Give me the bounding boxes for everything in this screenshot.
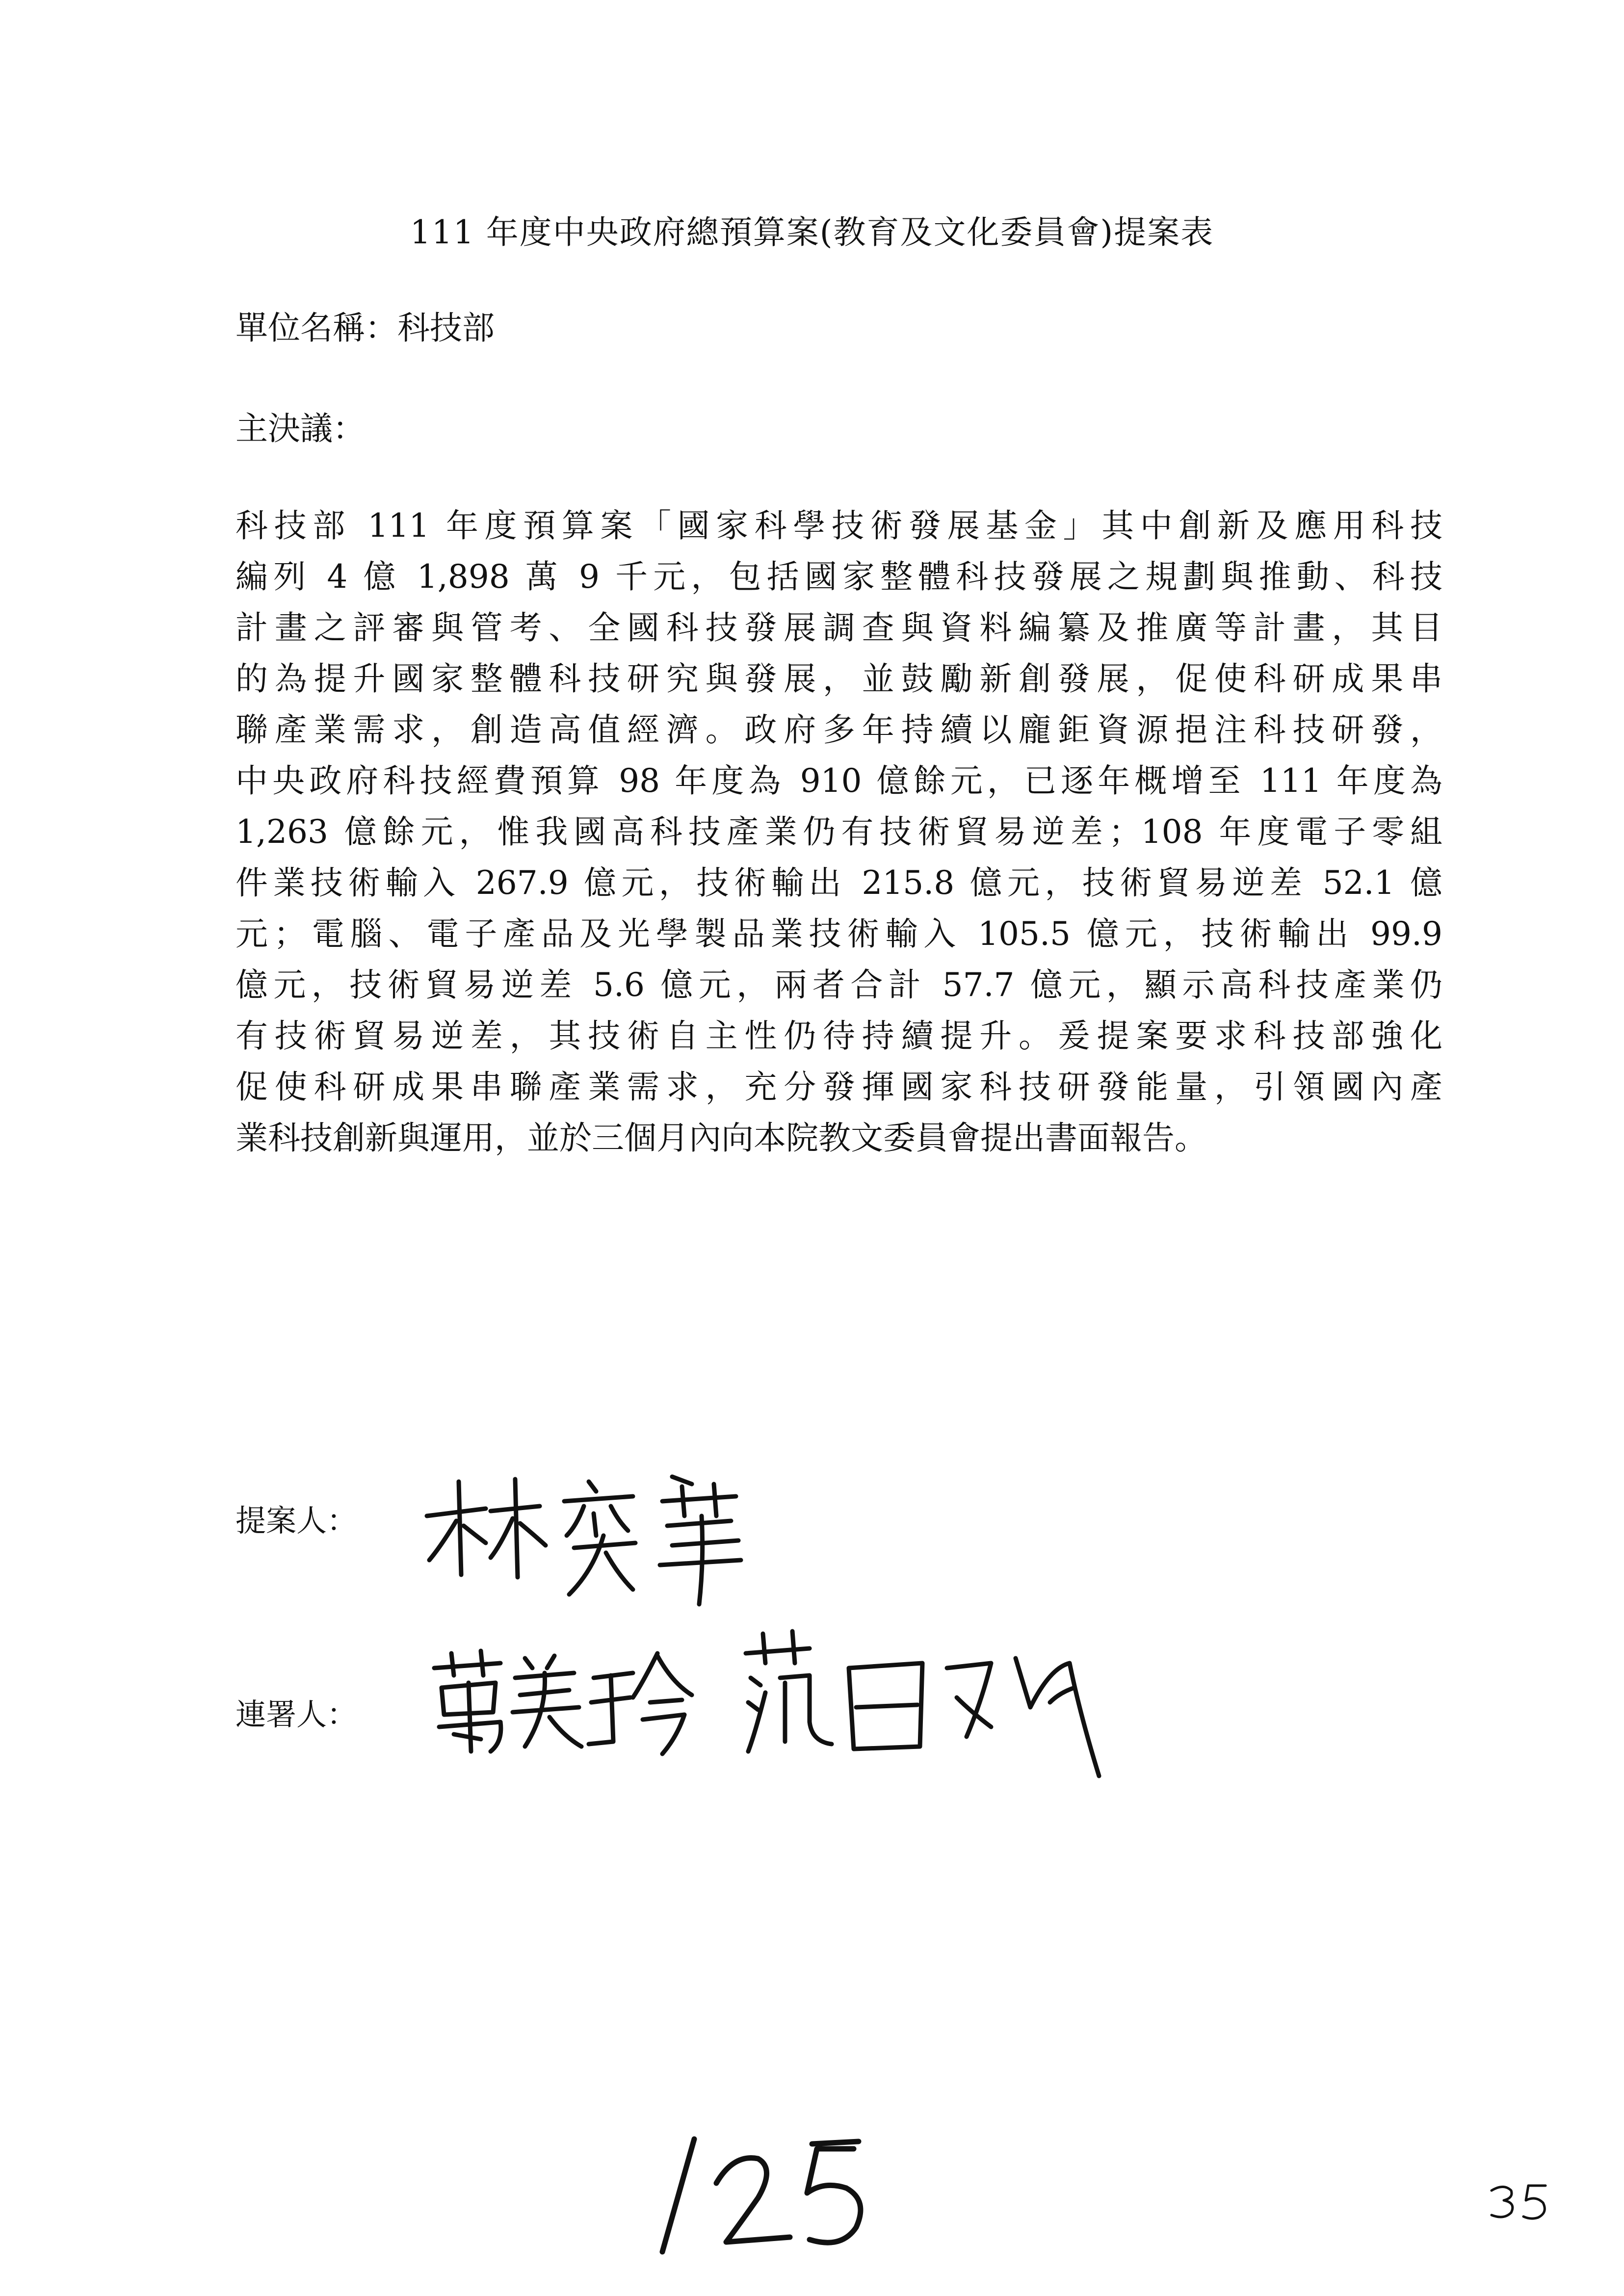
body-line: 元；電腦、電子產品及光學製品業技術輸入 105.5 億元，技術輸出 99.9 — [236, 915, 1442, 953]
handwritten-page-number — [648, 2119, 903, 2262]
cosigner-signature-2 — [736, 1624, 1109, 1786]
document-title: 111 年度中央政府總預算案(教育及文化委員會)提案表 — [410, 213, 1214, 251]
cosigner-signature-1-drawing — [427, 1634, 702, 1761]
unit-name-line: 單位名稱：科技部 — [236, 309, 495, 347]
proposer-label: 提案人： — [236, 1503, 358, 1539]
proposer-signature — [417, 1462, 760, 1609]
body-line: 業科技創新與運用，並於三個月內向本院教文委員會提出書面報告。 — [236, 1119, 1207, 1157]
main-resolution-label: 主決議： — [236, 410, 365, 447]
resolution-body — [236, 500, 1442, 1164]
body-line: 科技部 111 年度預算案「國家科學技術發展基金」其中創新及應用科技 — [236, 507, 1442, 545]
body-line: 億元，技術貿易逆差 5.6 億元，兩者合計 57.7 億元，顯示高科技產業仍 — [236, 966, 1442, 1004]
cosigner-signature-1 — [427, 1634, 702, 1761]
body-line: 有技術貿易逆差，其技術自主性仍待持續提升。爰提案要求科技部強化 — [236, 1017, 1442, 1055]
cosigner-label: 連署人： — [236, 1696, 358, 1732]
body-line: 件業技術輸入 267.9 億元，技術輸出 215.8 億元，技術貿易逆差 52.1 億 — [236, 864, 1442, 902]
cosigner-signature-2-drawing — [736, 1624, 1109, 1786]
body-line: 中央政府科技經費預算 98 年度為 910 億餘元，已逐年概增至 111 年度為 — [236, 762, 1442, 800]
proposer-signature-drawing — [417, 1462, 760, 1609]
body-line: 計畫之評審與管考、全國科技發展調查與資料編纂及推廣等計畫，其目 — [236, 609, 1442, 647]
body-line: 1,263 億餘元，惟我國高科技產業仍有技術貿易逆差；108 年度電子零組 — [236, 813, 1442, 851]
body-line: 的為提升國家整體科技研究與發展，並鼓勵新創發展，促使科研成果串 — [236, 660, 1442, 698]
handwritten-corner-number — [1487, 2178, 1555, 2222]
body-line: 促使科研成果串聯產業需求，充分發揮國家科技研發能量，引領國內產 — [236, 1068, 1442, 1106]
body-line: 編列 4 億 1,898 萬 9 千元，包括國家整體科技發展之規劃與推動、科技 — [236, 558, 1442, 596]
handwritten-corner-number-drawing — [1487, 2178, 1555, 2222]
body-line: 聯產業需求，創造高值經濟。政府多年持續以龐鉅資源挹注科技研發， — [236, 711, 1442, 749]
handwritten-page-number-drawing — [648, 2119, 903, 2262]
